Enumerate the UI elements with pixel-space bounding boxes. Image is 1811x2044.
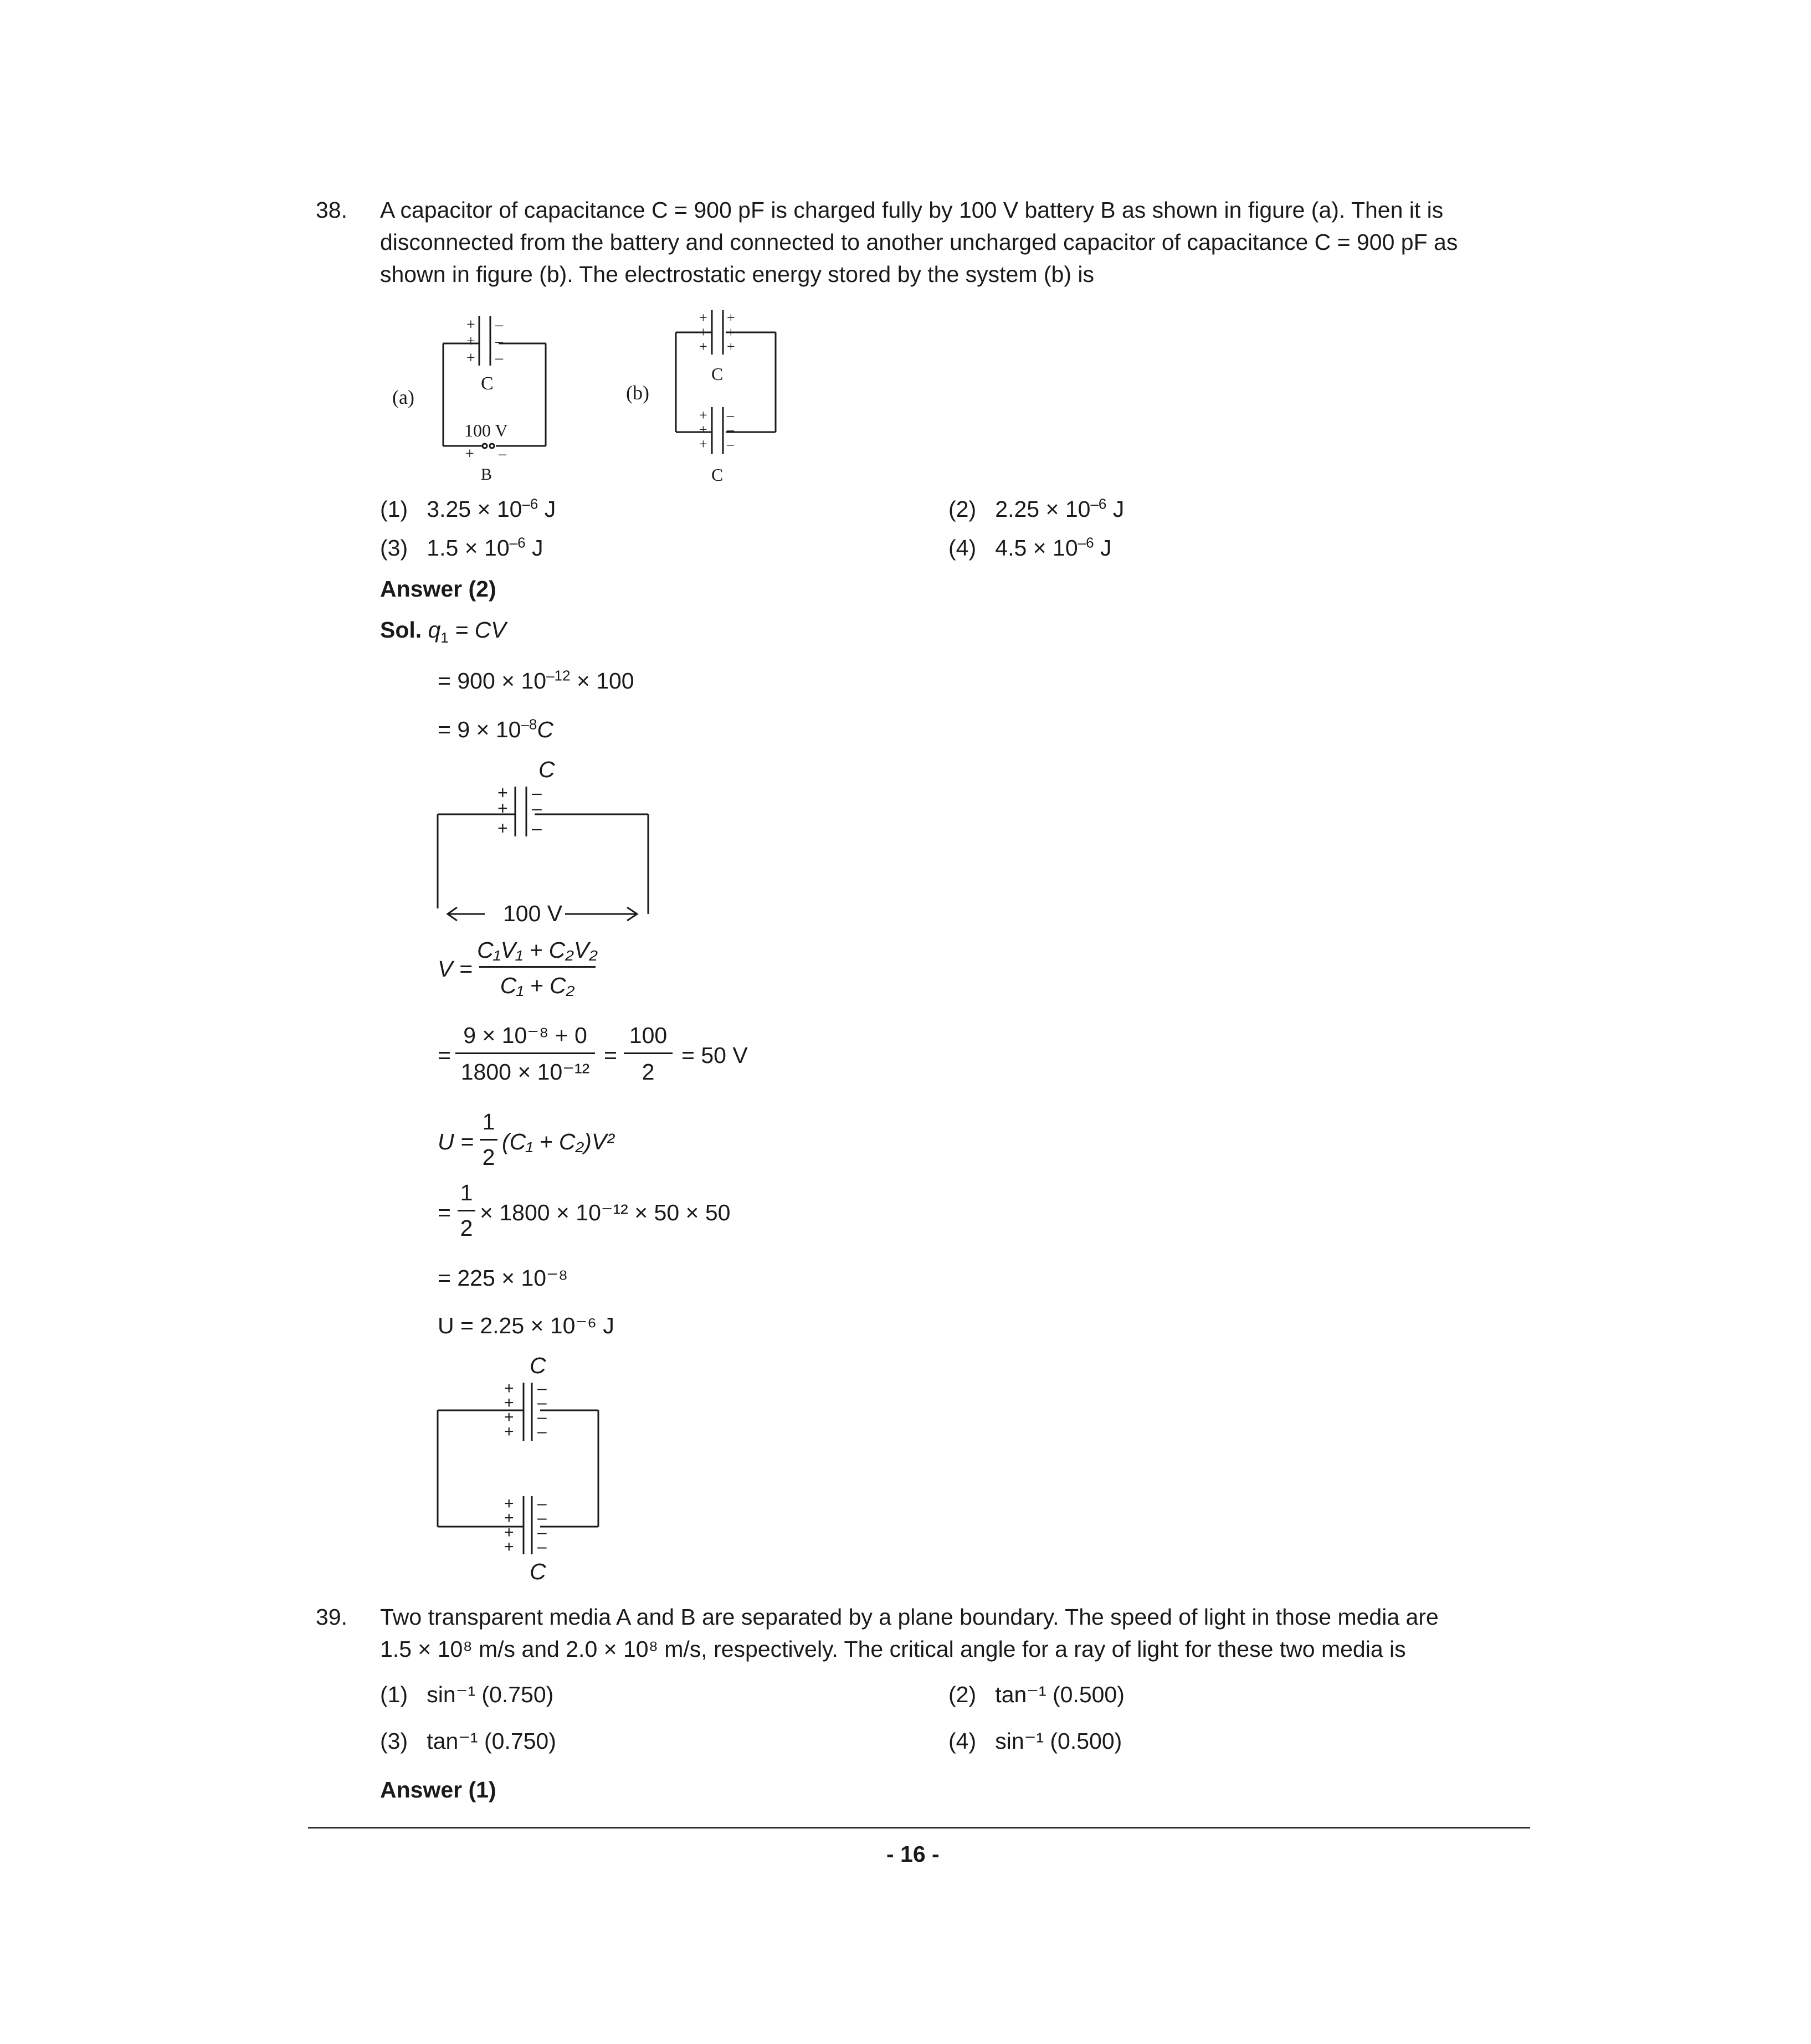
cap-label: C [711, 465, 724, 485]
svg-text:+: + [466, 333, 475, 350]
svg-text:+: + [497, 783, 508, 803]
svg-text:–: – [532, 783, 542, 803]
equation-rest: (C₁ + C₂)V² [502, 1129, 614, 1154]
option-2: (2) tan⁻¹ (0.500) [948, 1682, 1125, 1707]
option-3: (3) $1.5 \times 10^{-6}$ J [380, 534, 543, 561]
option-1: (1) sin⁻¹ (0.750) [380, 1682, 554, 1707]
svg-text:+: + [504, 1422, 514, 1441]
option-4: (4) sin⁻¹ (0.500) [948, 1728, 1122, 1754]
question-text: disconnected from the battery and connected to another uncharged capacitor of capacitance C = 900 pF as [380, 229, 1458, 255]
svg-text:+: + [504, 1523, 514, 1542]
page-number: - 16 - [886, 1841, 940, 1867]
option-2: (2) $2.25 \times 10^{-6}$ J [948, 495, 1125, 522]
svg-text:+: + [699, 407, 707, 423]
fraction-denominator: C₁ + C₂ [500, 973, 575, 998]
svg-text:–: – [495, 350, 503, 367]
svg-text:+: + [466, 350, 475, 367]
answer: Answer (2) [380, 576, 496, 602]
equation-lhs: U = [438, 1129, 474, 1154]
question-text: Two transparent media A and B are separated by a plane boundary. The speed of light in those media are [380, 1604, 1439, 1630]
fraction-numerator: 9 × 10⁻⁸ + 0 [463, 1023, 587, 1048]
figure-b-label: (b) [626, 382, 649, 404]
svg-text:+: + [504, 1495, 514, 1513]
fraction-numerator: 1 [460, 1180, 473, 1205]
footer-rule [308, 1827, 1530, 1829]
equation-rest: × 1800 × 10⁻¹² × 50 × 50 [480, 1200, 731, 1225]
fraction-bar [479, 966, 596, 968]
fraction-denominator: 2 [642, 1059, 655, 1085]
cap-label: C [530, 1559, 546, 1584]
svg-text:+: + [699, 310, 707, 326]
fraction-denominator: 1800 × 10⁻¹² [460, 1059, 590, 1085]
option-4: (4) $4.5 \times 10^{-6}$ J [948, 534, 1112, 561]
svg-text:–: – [537, 1495, 547, 1513]
fraction-numerator: 1 [482, 1109, 495, 1134]
fraction-bar [455, 1052, 595, 1054]
question-number: 39. [316, 1604, 347, 1630]
svg-text:+: + [699, 338, 707, 355]
svg-text:–: – [532, 798, 542, 818]
cap-label: C [530, 1353, 546, 1378]
svg-text:–: – [537, 1538, 547, 1556]
svg-text:+: + [504, 1379, 514, 1398]
figure-a-label: (a) [392, 386, 414, 408]
svg-text:+: + [727, 324, 735, 340]
equation-result: = 50 V [681, 1042, 748, 1068]
cap-label: C [711, 364, 724, 384]
battery-label: B [481, 465, 492, 484]
solution-figure-2 [432, 1377, 609, 1571]
equals: = [604, 1042, 617, 1068]
svg-text:+: + [504, 1394, 514, 1412]
svg-text:–: – [537, 1394, 547, 1412]
fraction-denominator: 2 [482, 1144, 495, 1170]
solution-line: Sol. $q_1$ = CV [380, 617, 506, 646]
question-number: 38. [316, 197, 347, 223]
svg-text:+: + [504, 1538, 514, 1556]
solution-line: = $900 \times 10^{-12} \times 100$ [438, 667, 634, 694]
question-text: A capacitor of capacitance C = 900 pF is charged fully by 100 V battery B as shown in figure (a). Then it is [380, 197, 1444, 223]
svg-text:+: + [699, 324, 707, 340]
fraction-bar [480, 1139, 497, 1141]
equals: = [438, 1042, 451, 1068]
cap-label: C [481, 373, 494, 394]
svg-text:–: – [537, 1422, 547, 1441]
svg-text:–: – [537, 1523, 547, 1542]
question-text: shown in figure (b). The electrostatic energy stored by the system (b) is [380, 261, 1095, 287]
cap-label: C [538, 757, 555, 782]
svg-text:+: + [497, 798, 508, 818]
battery-voltage: 100 V [464, 420, 508, 440]
svg-text:–: – [499, 445, 506, 463]
voltage-label: 100 V [503, 901, 563, 926]
svg-text:–: – [537, 1509, 547, 1527]
figure-b-circuit [670, 310, 792, 454]
svg-text:–: – [537, 1379, 547, 1398]
svg-text:–: – [727, 407, 734, 423]
option-1: (1) $3.25 \times 10^{-6}$ J [380, 495, 556, 522]
fraction-bar [458, 1210, 475, 1211]
svg-text:+: + [727, 310, 735, 326]
svg-text:+: + [504, 1408, 514, 1426]
svg-text:–: – [495, 333, 503, 350]
svg-text:+: + [466, 316, 475, 333]
svg-text:–: – [727, 436, 734, 452]
solution-line: = $9 \times 10^{-8}C$ [438, 716, 553, 742]
option-3: (3) tan⁻¹ (0.750) [380, 1728, 556, 1754]
svg-text:+: + [699, 422, 707, 438]
fraction-numerator: C₁V₁ + C₂V₂ [477, 937, 598, 963]
svg-text:–: – [495, 316, 503, 333]
svg-text:+: + [504, 1509, 514, 1527]
svg-text:+: + [699, 436, 707, 452]
svg-text:–: – [537, 1408, 547, 1426]
equals: = [438, 1200, 451, 1225]
equation-lhs: V = [438, 956, 473, 982]
svg-text:+: + [727, 338, 735, 355]
solution-line: = 225 × 10⁻⁸ [438, 1265, 568, 1291]
fraction-bar [624, 1052, 673, 1054]
svg-text:–: – [727, 422, 734, 438]
svg-text:+: + [465, 445, 474, 463]
fraction-denominator: 2 [460, 1215, 473, 1241]
answer: Answer (1) [380, 1777, 496, 1802]
fraction-numerator: 100 [629, 1023, 668, 1048]
svg-text:+: + [497, 818, 508, 838]
solution-line: U = 2.25 × 10⁻⁶ J [438, 1313, 614, 1338]
question-text: 1.5 × 10⁸ m/s and 2.0 × 10⁸ m/s, respectively. The critical angle for a ray of light for these two media is [380, 1636, 1406, 1662]
svg-text:–: – [532, 818, 542, 838]
